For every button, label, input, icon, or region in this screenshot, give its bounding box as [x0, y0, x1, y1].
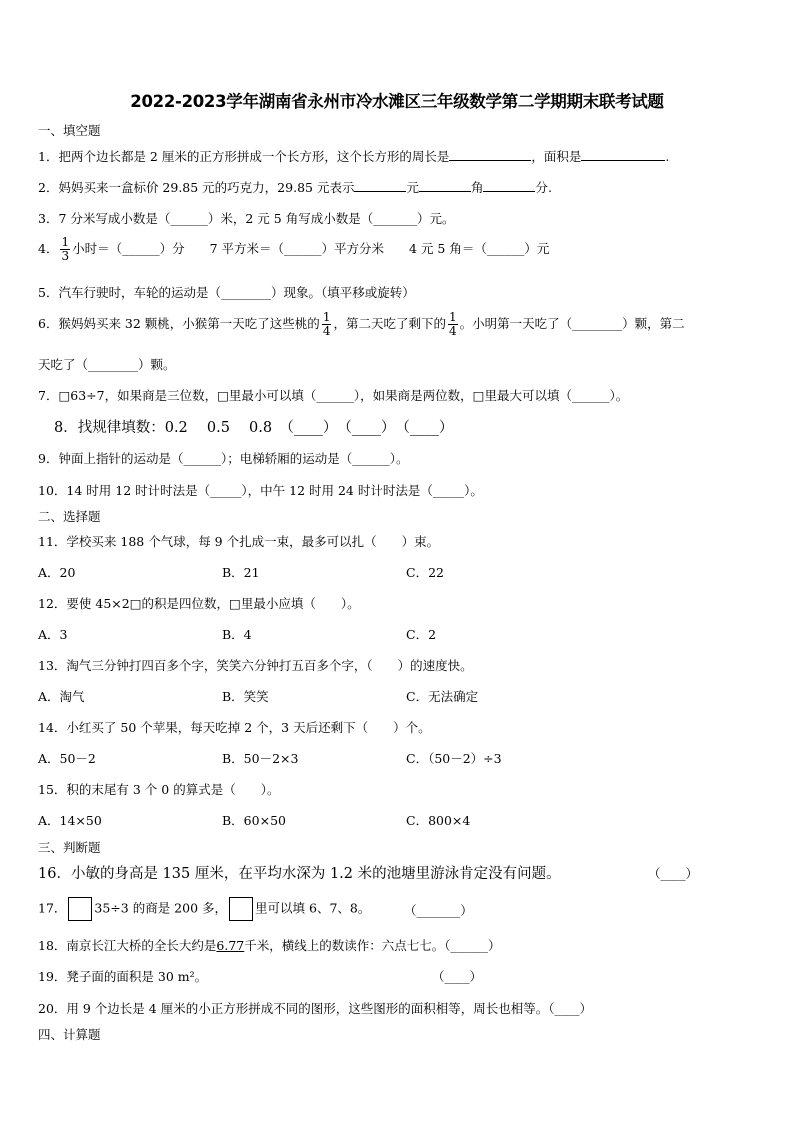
page-title: 2022-2023学年湖南省永州市冷水滩区三年级数学第二学期期末联考试题	[130, 92, 664, 111]
question-3: 3．7 分米写成小数是（______）米，2 元 5 角写成小数是（_______）元。	[38, 211, 455, 226]
q6-text-a: 6．猴妈妈买来 32 颗桃，小猴第一天吃了这些桃的	[38, 316, 320, 331]
q4-text: 小时＝（______）分 7 平方米＝（______）平方分米 4 元 5 角＝（______）元	[72, 241, 550, 256]
q2-text-a: 2．妈妈买来一盒标价 29.85 元的巧克力，29.85 元表示	[38, 180, 355, 195]
question-14: 14．小红买了 50 个苹果，每天吃掉 2 个，3 天后还剩下（ ）个。	[38, 720, 431, 735]
q16-answer-mark: （____）	[648, 866, 699, 881]
q2-blank-jiao	[419, 179, 471, 192]
question-10: 10．14 时用 12 时计时法是（_____），中午 12 时用 24 时计时法是（_____）。	[38, 483, 483, 498]
q18-text-a: 18．南京长江大桥的全长大约是	[38, 938, 217, 953]
q17-number: 17．	[38, 900, 67, 916]
question-15: 15．积的末尾有 3 个 0 的算式是（ ）。	[38, 782, 280, 797]
question-20: 20．用 9 个边长是 4 厘米的小正方形拼成不同的图形，这些图形的面积相等，周长也相等。（____）	[38, 1001, 592, 1016]
q13-option-b: B．笑笑	[222, 689, 269, 704]
q12-option-b: B．4	[222, 627, 252, 642]
q19-answer-mark: （____）	[432, 969, 483, 984]
q4-fraction-denominator: 3	[61, 249, 70, 263]
q2-text-b: 元	[406, 180, 419, 195]
q11-option-c: C．22	[406, 565, 444, 580]
q2-text-c: 角	[470, 180, 484, 195]
q2-blank-yuan	[354, 179, 406, 192]
question-6-continued: 天吃了（________）颗。	[38, 357, 176, 372]
q18-underlined-number: 6.77	[216, 938, 245, 953]
q17-box-2	[229, 897, 253, 921]
question-5: 5．汽车行驶时，车轮的运动是（________）现象。（填平移或旋转）	[38, 285, 415, 300]
question-17	[38, 897, 370, 921]
q15-option-a: A．14×50	[38, 813, 102, 828]
q12-option-c: C．2	[406, 627, 437, 642]
question-18	[38, 936, 501, 954]
question-1	[38, 147, 669, 165]
question-16: 16．小敏的身高是 135 厘米，在平均水深为 1.2 米的池塘里游泳肯定没有问题。	[38, 866, 561, 882]
question-11: 11．学校买来 188 个气球，每 9 个扎成一束，最多可以扎（ ）束。	[38, 534, 440, 549]
q4-fraction	[60, 236, 70, 263]
q6-text-b: ，第二天吃了剩下的	[333, 316, 446, 331]
section-calculation: 四、计算题	[38, 1027, 101, 1042]
q1-text-c: .	[665, 149, 670, 164]
section-multiple-choice: 二、选择题	[38, 509, 101, 524]
q1-text-a: 1．把两个边长都是 2 厘米的正方形拼成一个长方形，这个长方形的周长是	[38, 149, 450, 164]
q11-option-b: B．21	[222, 565, 260, 580]
q6-text-c: 。小明第一天吃了（________）颗，第二	[459, 316, 685, 331]
q17-box-1	[68, 897, 92, 921]
question-4	[38, 236, 549, 263]
question-6	[38, 311, 685, 338]
question-13: 13．淘气三分钟打四百多个字，笑笑六分钟打五百多个字，（ ）的速度快。	[38, 658, 473, 673]
q17-text-c: 里可以填 6、7、8。	[255, 900, 371, 916]
q2-text-d: 分.	[535, 180, 552, 195]
q4-number: 4．	[38, 241, 59, 256]
q15-option-b: B．60×50	[222, 813, 286, 828]
question-7: 7．□63÷7，如果商是三位数，□里最小可以填（______），如果商是两位数，□里最大可以填（______）。	[38, 388, 629, 403]
q1-text-b: ，面积是	[531, 149, 582, 164]
q6-fraction-2-denominator: 4	[448, 324, 457, 338]
question-12: 12．要使 45×2□的积是四位数，□里最小应填（ ）。	[38, 596, 360, 611]
q2-blank-fen	[483, 179, 535, 192]
q6-fraction-2	[448, 311, 458, 338]
q14-option-c: C．（50－2）÷3	[406, 751, 502, 766]
q13-option-c: C．无法确定	[406, 689, 479, 704]
q17-answer-mark: （_______）	[404, 903, 473, 918]
q4-fraction-numerator: 1	[61, 235, 70, 249]
section-fill-blank: 一、填空题	[38, 123, 101, 138]
q1-blank-area	[581, 148, 665, 161]
q6-fraction-1	[322, 311, 332, 338]
q18-text-b: 千米，横线上的数读作：六点七七。（______）	[244, 938, 501, 953]
q11-option-a: A．20	[38, 565, 76, 580]
question-9: 9．钟面上指针的运动是（______）；电梯轿厢的运动是（______）。	[38, 451, 409, 466]
q1-blank-perimeter	[449, 148, 531, 161]
section-true-false: 三、判断题	[38, 840, 101, 855]
q6-fraction-1-denominator: 4	[322, 324, 331, 338]
question-8: 8．找规律填数：0.2 0.5 0.8 （____） （____） （____）	[54, 420, 454, 436]
question-19: 19．凳子面的面积是 30 m²。	[38, 969, 208, 984]
q13-option-a: A．淘气	[38, 689, 85, 704]
q12-option-a: A．3	[38, 627, 68, 642]
q17-text-b: 35÷3 的商是 200 多，	[94, 900, 228, 916]
q14-option-b: B．50－2×3	[222, 751, 299, 766]
question-2	[38, 178, 552, 196]
q6-fraction-1-numerator: 1	[322, 310, 331, 324]
q6-fraction-2-numerator: 1	[448, 310, 457, 324]
q14-option-a: A．50－2	[38, 751, 96, 766]
q15-option-c: C．800×4	[406, 813, 471, 828]
